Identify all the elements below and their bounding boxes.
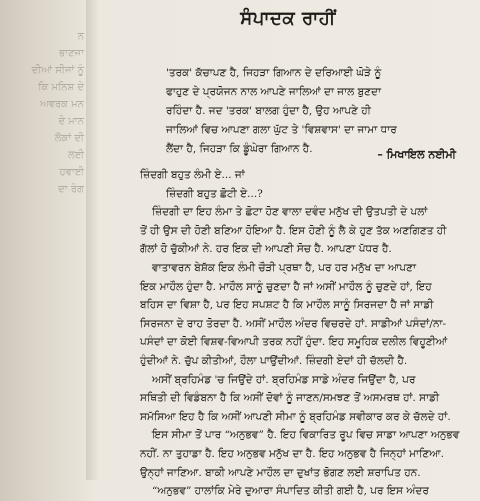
body-line: ਬਹਿਸ ਦਾ ਵਿਸ਼ਾ ਹੈ, ਪਰ ਇਹ ਸਪਸ਼ਟ ਹੈ ਕਿ ਮਾਹੌਲ ਸਾਨੂੰ ਸਿਰਜਦਾ ਹੈ ਜਾਂ ਸਾਡੀ bbox=[140, 299, 434, 312]
quote-line: ਫਾਹੁਣ ਦੇ ਪ੍ਰਯੋਜਨ ਨਾਲ ਆਪਣੇ ਜਾਲਿਆਂ ਦਾ ਜਾਲ ਬੁਣਦਾ bbox=[166, 86, 381, 98]
body-line: ਸਮੱਸਿਆ ਇਹ ਹੈ ਕਿ ਅਸੀਂ ਆਪਣੀ ਸੀਮਾ ਨੂੰ ਬ੍ਰਹਿਮੰਡ ਸਵੀਕਾਰ ਕਰ ਕੇ ਚੱਲਦੇ ਹਾਂ. bbox=[140, 410, 451, 423]
epigraph-quote bbox=[166, 64, 458, 159]
page-title: ਸੰਪਾਦਕ ਰਾਹੀਂ bbox=[240, 8, 336, 29]
body-line: ਤੋਂ ਹੀ ਉਸ ਦੀ ਹੋਣੀ ਬਣਿਆ ਹੋਇਆ ਹੈ. ਇਸ ਹੋਣੀ ਨੂੰ ਲੈ ਕੇ ਹੁਣ ਤੱਕ ਅਣਗਿਣਤ ਹੀ bbox=[140, 224, 447, 237]
body-line: ਸਥਿਤੀ ਦੀ ਵਿਡੰਬਨਾ ਹੈ ਕਿ ਅਸੀਂ ਦੋਵਾਂ ਨੂੰ ਜਾਣਨ/ਸਮਝਣ ਤੋਂ ਅਸਮਰਥ ਹਾਂ. ਸਾਡੀ bbox=[140, 392, 440, 405]
body-line: ਸਿਰਜਨਾ ਦੇ ਰਾਹ ਤੋਰਦਾ ਹੈ. ਅਸੀਂ ਮਾਹੌਲ ਅੰਦਰ ਵਿਚਰਦੇ ਹਾਂ. ਸਾਡੀਆਂ ਪਸੰਦਾਂ/ਨਾ- bbox=[140, 317, 447, 330]
ghost-line: ਨ bbox=[77, 31, 84, 42]
body-line: ਗੱਲਾਂ ਹੋ ਚੁੱਕੀਆਂ ਨੇ. ਹਰ ਇਕ ਦੀ ਆਪਣੀ ਸੋਚ ਹੈ. ਆਪਣਾ ਪੱਧਰ ਹੈ. bbox=[140, 243, 392, 256]
ghost-line: ਦੇ ਮਾਨ bbox=[58, 116, 84, 127]
ghost-line: ਭਾਣਜਾ bbox=[59, 48, 84, 59]
body-text bbox=[140, 166, 470, 501]
quote-attribution: – ਮਿਖਾਇਲ ਨਈਮੀ bbox=[377, 148, 456, 161]
body-line: ਉਨ੍ਹਾਂ ਜਾਣਿਆ. ਬਾਕੀ ਆਪਣੇ ਮਾਹੌਲ ਦਾ ਦੁਖਾਂਤ ਭੋਗਣ ਲਈ ਸ਼ਰਾਪਿਤ ਹਨ. bbox=[140, 466, 421, 479]
ghost-line: ਦੀਆਂ ਸੀਜਾਂ ਨੂੰ bbox=[31, 65, 84, 76]
ghost-line: ਹਵਾਈ bbox=[59, 167, 84, 178]
body-line: ਵਾਤਾਵਰਨ ਬੇਸ਼ੱਕ ਇਕ ਲੰਮੀ ਚੌੜੀ ਪ੍ਰਥਾ ਹੈ, ਪਰ ਹਰ ਮਨੁੱਖ ਦਾ ਆਪਣਾ bbox=[152, 261, 416, 274]
body-line: ਜ਼ਿੰਦਗੀ ਦਾ ਇਹ ਲੰਮਾ ਤੇ ਛੋਟਾ ਹੋਣ ਵਾਲਾ ਦਵੰਦ ਮਨੁੱਖ ਦੀ ਉਤਪਤੀ ਦੇ ਪਲਾਂ bbox=[152, 206, 428, 219]
body-line: ਪਸੰਦਾਂ ਦਾ ਕੋਈ ਵਿਸ਼ਵ-ਵਿਆਪੀ ਤਰਕ ਨਹੀਂ ਹੁੰਦਾ. ਇਹ ਸਮੂਹਿਕ ਦਲੀਲ ਵਿਹੂਣੀਆਂ bbox=[140, 336, 448, 349]
body-line: “ਅਨੁਭਵ” ਹਾਲਾਂਕਿ ਮੇਰੇ ਦੁਆਰਾ ਸੰਪਾਦਿਤ ਕੀਤੀ ਗਈ ਹੈ, ਪਰ ਇਸ ਅੰਦਰ bbox=[152, 485, 429, 498]
body-line: ਇਸ ਸੀਮਾ ਤੋਂ ਪਾਰ “ਅਨੁਭਵ” ਹੈ. ਇਹ ਵਿਕਾਰਿਤ ਰੂਪ ਵਿਚ ਸਾਡਾ ਆਪਣਾ ਅਨੁਭਵ bbox=[152, 429, 460, 442]
body-line: ਅਸੀਂ ਬ੍ਰਹਿਮੰਡ 'ਚ ਜਿਉਂਦੇ ਹਾਂ. ਬ੍ਰਹਿਮੰਡ ਸਾਡੇ ਅੰਦਰ ਜਿਉਂਦਾ ਹੈ, ਪਰ bbox=[152, 373, 416, 386]
ghost-line: ਦਾ ਰੰਗ bbox=[58, 184, 84, 195]
quote-line: ਲੈਂਦਾ ਹੈ, ਜਿਹੜਾ ਕਿ ਡੂੰਘੇਰਾ ਗਿਆਨ ਹੈ. bbox=[166, 143, 313, 155]
book-gutter bbox=[86, 0, 100, 480]
body-line: ਹੁੰਦੀਆਂ ਨੇ. ਚੁੱਪ ਕੀਤੀਆਂ, ਹੌਲਾ ਪਾਉਂਦੀਆਂ. ਜ਼ਿੰਦਗੀ ਏਦਾਂ ਹੀ ਚੱਲਦੀ ਹੈ. bbox=[140, 354, 408, 367]
body-line: ਇਕ ਮਾਹੌਲ ਹੁੰਦਾ ਹੈ. ਮਾਹੌਲ ਸਾਨੂੰ ਚੁਣਦਾ ਹੈ ਜਾਂ ਅਸੀਂ ਮਾਹੌਲ ਨੂੰ ਚੁਣਦੇ ਹਾਂ, ਇਹ bbox=[140, 280, 432, 293]
ghost-line: ਲੋਕਾਂ ਦੀ bbox=[54, 133, 84, 144]
ghost-line: ਅਵਰਕ ਮਨ bbox=[40, 99, 84, 110]
quote-line: 'ਤਰਕ' ਕੱਚਾਪਣ ਹੈ, ਜਿਹੜਾ ਗਿਆਨ ਦੇ ਦਰਿਆਈ ਘੋੜੇ ਨੂੰ bbox=[166, 67, 382, 79]
body-line: ਜ਼ਿੰਦਗੀ ਬਹੁਤ ਛੋਟੀ ਏ...? bbox=[166, 187, 263, 200]
body-line: ਨਹੀਂ. ਨਾ ਤੁਹਾਡਾ ਹੈ. ਇਹ ਅਨੁਭਵ ਮਨੁੱਖ ਦਾ ਹੈ. ਇਹ ਅਨੁਭਵ ਹੈ ਜਿਨ੍ਹਾਂ ਮਾਣਿਆ. bbox=[140, 447, 445, 460]
ghost-line: ਕਿ ਮਨਿਸ਼ ਦੇ bbox=[38, 82, 84, 93]
quote-line: ਜਾਲਿਆਂ ਵਿਚ ਆਪਣਾ ਗਲਾ ਘੁੱਟ ਤੇ 'ਵਿਸ਼ਵਾਸ' ਦਾ ਜਾਮਾ ਧਾਰ bbox=[166, 124, 397, 136]
ghost-line: ਲਈ bbox=[67, 150, 84, 161]
facing-page-bleed bbox=[4, 28, 84, 198]
body-line: ਜ਼ਿੰਦਗੀ ਬਹੁਤ ਲੰਮੀ ਏ... ਜਾਂ bbox=[140, 169, 245, 181]
quote-line: ਰਹਿੰਦਾ ਹੈ. ਜਦ 'ਤਰਕ' ਬਾਲਗ ਹੁੰਦਾ ਹੈ, ਉਹ ਆਪਣੇ ਹੀ bbox=[166, 105, 371, 117]
book-page bbox=[100, 0, 476, 498]
